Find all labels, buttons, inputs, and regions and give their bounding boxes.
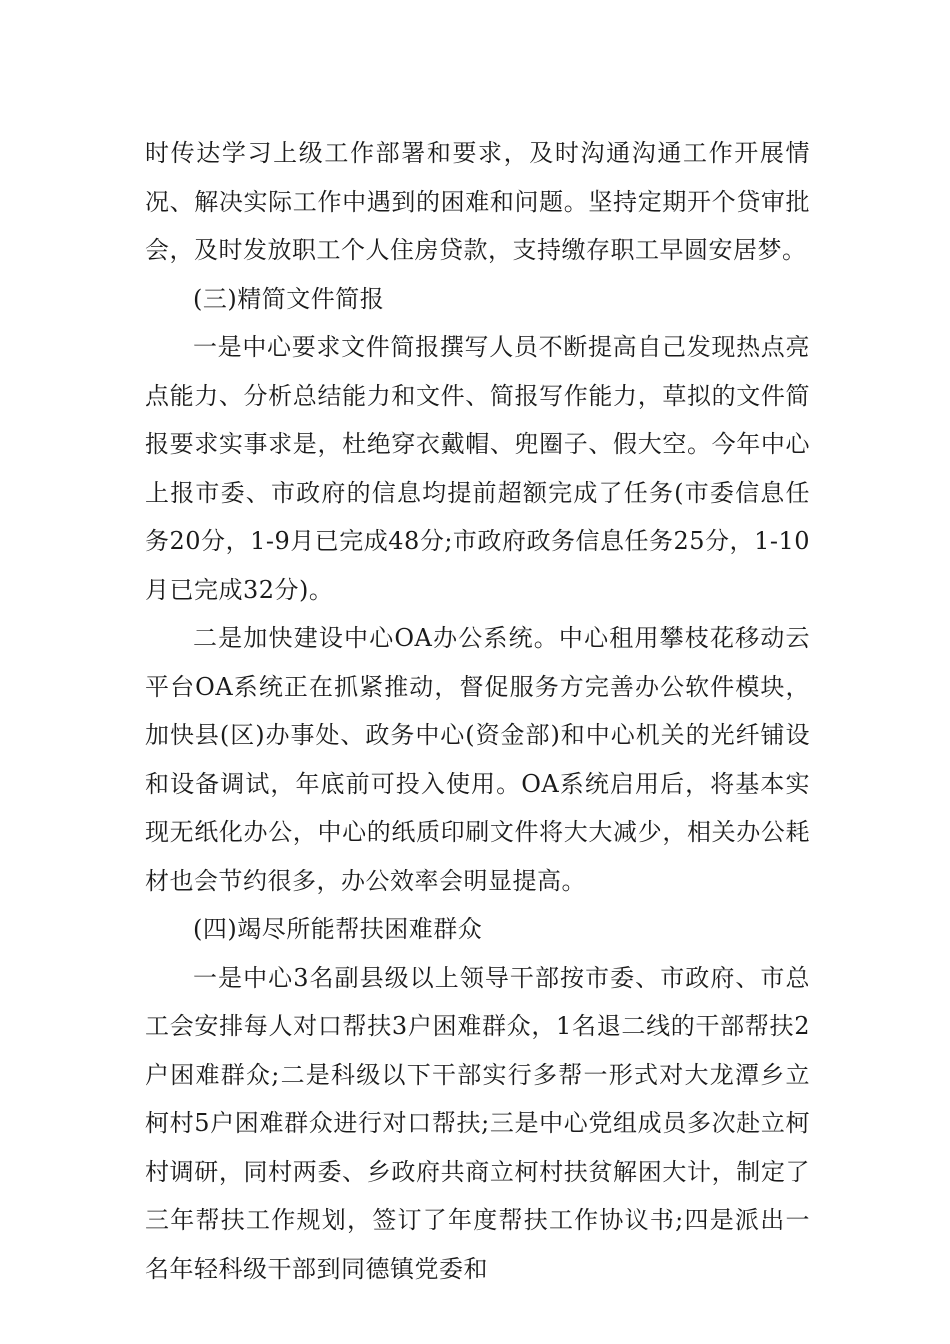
paragraph-reports-1: 一是中心要求文件简报撰写人员不断提高自己发现热点亮点能力、分析总结能力和文件、简报写作能力，草拟的文件简报要求实事求是，杜绝穿衣戴帽、兜圈子、假大空。今年中心上报市委、市政府的信息均提前超额完成了任务(市委信息任务20分，1-9月已完成48分;市政府政务信息任务25分，1-10月已完成32分)。 [145, 333, 810, 604]
section-heading-4: (四)竭尽所能帮扶困难群众 [193, 915, 483, 943]
paragraph-poverty-aid: 一是中心3名副县级以上领导干部按市委、市政府、市总工会安排每人对口帮扶3户困难群众，1名退二线的干部帮扶2户困难群众;二是科级以下干部实行多帮一形式对大龙潭乡立柯村5户困难群众进行对口帮扶;三是中心党组成员多次赴立柯村调研，同村两委、乡政府共商立柯村扶贫解困大计，制定了三年帮扶工作规划，签订了年度帮扶工作协议书;四是派出一名年轻科级干部到同德镇党委和 [145, 963, 810, 1283]
paragraph-oa-system: 二是加快建设中心OA办公系统。中心租用攀枝花移动云平台OA系统正在抓紧推动，督促服务方完善办公软件模块，加快县(区)办事处、政务中心(资金部)和中心机关的光纤铺设和设备调试，年底前可投入使用。OA系统启用后，将基本实现无纸化办公，中心的纸质印刷文件将大大减少，相关办公耗材也会节约很多，办公效率会明显提高。 [145, 624, 810, 895]
paragraph-continuation: 时传达学习上级工作部署和要求，及时沟通沟通工作开展情况、解决实际工作中遇到的困难和问题。坚持定期开个贷审批会，及时发放职工个人住房贷款，支持缴存职工早圆安居梦。 [145, 139, 810, 264]
document-body [145, 129, 810, 1293]
section-heading-3: (三)精简文件简报 [193, 284, 385, 313]
